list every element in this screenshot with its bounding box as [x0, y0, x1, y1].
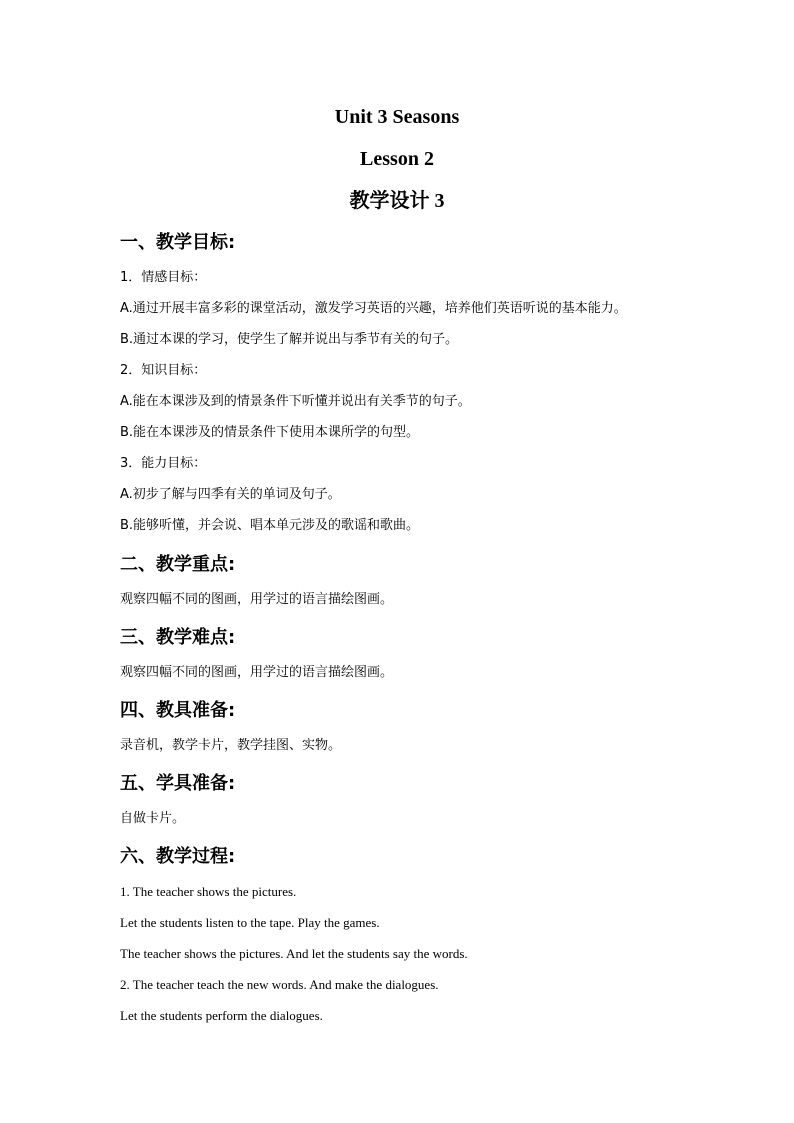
- process-line: The teacher shows the pictures. And let the students say the words.: [120, 946, 468, 961]
- knowledge-objective-b: B.能在本课涉及的情景条件下使用本课所学的句型。: [120, 425, 420, 440]
- unit-title: Unit 3 Seasons: [334, 106, 460, 128]
- objectives-heading: 一、教学目标:: [120, 232, 236, 253]
- difficulties-text: 观察四幅不同的图画，用学过的语言描绘图画。: [120, 665, 394, 680]
- lesson-title: Lesson 2: [360, 148, 434, 170]
- ability-objective-b: B.能够听懂，并会说、唱本单元涉及的歌谣和歌曲。: [120, 518, 420, 533]
- student-materials-text: 自做卡片。: [120, 811, 186, 826]
- knowledge-objective-a: A.能在本课涉及到的情景条件下听懂并说出有关季节的句子。: [120, 394, 471, 409]
- emotion-objective-b: B.通过本课的学习，使学生了解并说出与季节有关的句子。: [120, 332, 459, 347]
- emotion-objective-label: 1．情感目标：: [120, 270, 207, 285]
- process-heading: 六、教学过程:: [120, 846, 236, 867]
- student-materials-heading: 五、学具准备:: [120, 773, 236, 794]
- process-line: Let the students listen to the tape. Play the games.: [120, 915, 380, 930]
- teacher-materials-heading: 四、教具准备:: [120, 700, 236, 721]
- process-line: 2. The teacher teach the new words. And make the dialogues.: [120, 977, 439, 992]
- knowledge-objective-label: 2．知识目标：: [120, 363, 207, 378]
- emotion-objective-a: A.通过开展丰富多彩的课堂活动，激发学习英语的兴趣，培养他们英语听说的基本能力。: [120, 301, 627, 316]
- ability-objective-label: 3．能力目标：: [120, 456, 207, 471]
- process-line: 1. The teacher shows the pictures.: [120, 884, 297, 899]
- teacher-materials-text: 录音机，教学卡片，教学挂图、实物。: [120, 738, 342, 753]
- difficulties-heading: 三、教学难点:: [120, 627, 236, 648]
- design-title: 教学设计 3: [349, 190, 445, 212]
- ability-objective-a: A.初步了解与四季有关的单词及句子。: [120, 487, 341, 502]
- process-line: Let the students perform the dialogues.: [120, 1008, 323, 1023]
- key-points-heading: 二、教学重点:: [120, 554, 236, 575]
- key-points-text: 观察四幅不同的图画，用学过的语言描绘图画。: [120, 592, 394, 607]
